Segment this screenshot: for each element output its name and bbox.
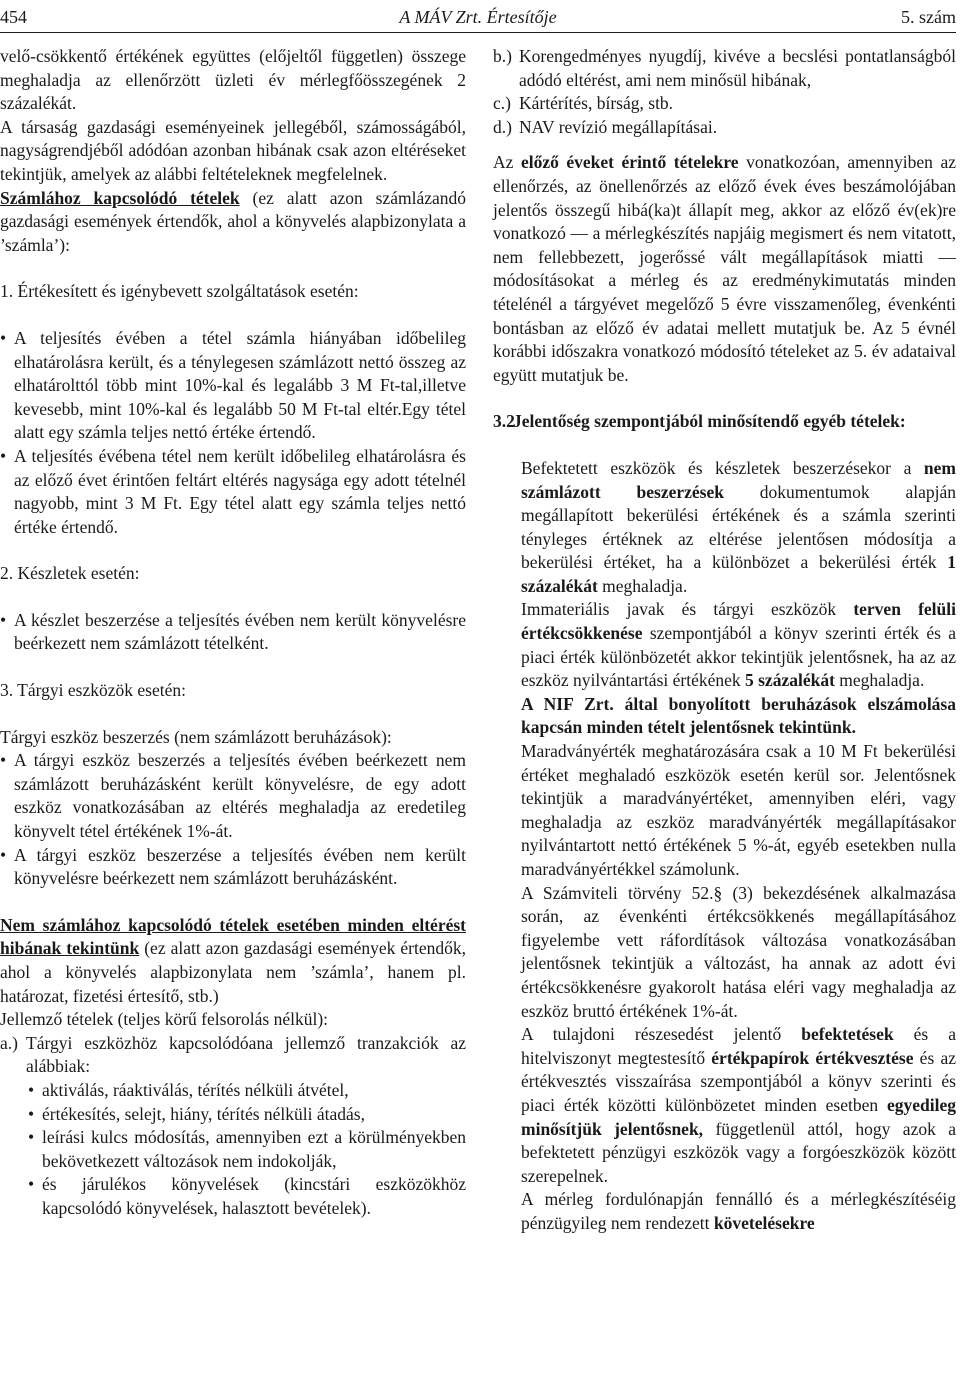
bold-phrase: terven felüli értékcsökkenése: [521, 599, 956, 644]
bold-phrase: előző éveket érintő tételekre: [520, 152, 739, 173]
list-item: [493, 92, 956, 116]
bold-phrase: értékpapírok értékvesztése: [711, 1047, 914, 1068]
paragraph-text: (ez alatt azon gazdasági események értendők, ahol a könyvelés alapbizonylata nem ’számla’, hanem pl. határozat, fizetési értesítő, stb.): [0, 938, 466, 1006]
section-number: 3.2: [493, 411, 515, 432]
list-item-text: A teljesítés évébena tétel nem került időbelileg elhatárolásra és az előző évet érintően feltárt eltérés nagysága egy adott tételnél nagyobb, mint 3 M Ft. Egy tétel alatt egy számla teljes nettó értéke értendő.: [14, 445, 466, 537]
paragraph: [493, 151, 956, 387]
paragraph-text: Az: [493, 152, 521, 173]
list-item-text: A teljesítés évében a tétel számla hiányában időbelileg elhatárolásra került, és a ténylegesen számlázott nettó összeg az elhatárolttól több mint 10%-kal és legalább 3 M Ft-tal,illetve kevesebb, mint 10%-kal és legalább 50 M Ft-tal eltér.Egy tétel alatt egy számla teljes nettó értéke értendő.: [14, 327, 466, 443]
numbered-heading: 3. Tárgyi eszközök esetén:: [0, 680, 186, 701]
list-item-text: leírási kulcs módosítás, amennyiben ezt a körülményekben bekövetkezett változások nem indokolják,: [42, 1127, 466, 1171]
numbered-heading: 1. Értékesített és igénybevett szolgáltatások esetén:: [0, 281, 359, 302]
page-number: 454: [0, 7, 27, 27]
section-heading: [493, 410, 956, 434]
list-item: [0, 1079, 466, 1103]
list-item-text: A tárgyi eszköz beszerzés a teljesítés évében beérkezett nem számlázott beruházásként került könyvelésre, de egy adott eszköz vonatkozásában az eltérés meghaladja az eredetileg könyvelt tétel értékének 1%-át.: [14, 750, 466, 842]
list-item: [0, 844, 466, 891]
paragraph: [493, 693, 956, 740]
paragraph-text: (ez alatt azon számlázandó gazdasági események értendők, ahol a könyvelés alapbizonylata a ’számla’):: [0, 187, 466, 255]
bold-phrase: nem számlázott beszerzések: [521, 457, 956, 502]
paragraph-text: Befektetett eszközök és készletek beszerzésekor a: [521, 457, 924, 478]
paragraph-text: A mérleg fordulónapján fennálló és a mérlegkészítéséig pénzügyileg nem rendezett: [521, 1189, 956, 1233]
paragraph: [0, 914, 466, 1008]
paragraph: Jellemző tételek (teljes körű felsorolás nélkül):: [0, 1009, 329, 1030]
list-label: d.): [493, 116, 512, 137]
list-item-text: értékesítés, selejt, hiány, térítés nélküli átadás,: [42, 1103, 365, 1124]
header-rule: [0, 32, 956, 33]
list-item-text: NAV revízió megállapításai.: [519, 116, 718, 137]
bold-heading: Számlához kapcsolódó tételek: [0, 187, 240, 208]
list-item-text: A készlet beszerzése a teljesítés évében nem került könyvelésre beérkezett nem számlázott tételként.: [14, 609, 466, 654]
paragraph: A társaság gazdasági eseményeinek jellegéből, számosságából, nagyságrendjéből adódóan azonban hibának csak azon eltéréseket tekintjük, amelyek az alábbi feltételeknek megfelelnek.: [0, 116, 466, 184]
list-item: [0, 749, 466, 843]
list-label: b.): [493, 46, 512, 66]
bullet-icon: •: [28, 1174, 35, 1195]
bullet-icon: •: [28, 1127, 35, 1148]
paragraph: Maradványérték meghatározására csak a 10 M Ft bekerülési értéket meghaladó eszközök esetén kerül sor. Jelentősnek tekintjük a maradványértéket, amennyiben eléri, vagy meghaladja az eszköz maradványérték megállapításakor nyilvántartott nettó értékének 5 %-át, egyéb esetekben nulla maradványértékkel számolunk.: [521, 741, 956, 879]
list-label: a.): [0, 1032, 18, 1053]
paragraph: velő-csökkentő értékének együttes (előjeltől független) összege meghaladja az ellenőrzött üzleti év mérlegfőösszegének 2 százalékát.: [0, 46, 466, 114]
list-item-text: Korengedményes nyugdíj, kivéve a becslési pontatlanságból adódó eltérést, ami nem minősül hibának,: [519, 46, 956, 90]
paragraph: [0, 187, 466, 258]
paragraph: Tárgyi eszköz beszerzés (nem számlázott beruházások):: [0, 726, 392, 747]
paragraph-text: dokumentumok alapján megállapított bekerülési értékének és a számla szerinti tényleges értéknek az eltérése jelentősen módosítja a bekerülési értéket, ha a különbözet a bekerülési érték: [521, 481, 956, 573]
list-item: [0, 1032, 466, 1079]
section-title: Jelentőség szempontjából minősítendő egyéb tételek:: [513, 411, 906, 432]
numbered-heading: 2. Készletek esetén:: [0, 563, 140, 584]
list-item: [0, 1173, 466, 1220]
list-item: [0, 1126, 466, 1173]
bold-heading: Nem számlához kapcsolódó tételek esetében minden eltérést hibának tekintünk: [0, 914, 466, 959]
list-item-text: és járulékos könyvelések (kincstári eszközökhöz kapcsolódó könyvelések, halasztott bevételek).: [42, 1174, 466, 1218]
issue-number: 5. szám: [901, 7, 956, 27]
list-item-text: A tárgyi eszköz beszerzése a teljesítés évében nem került könyvelésre beérkezett nem számlázott beruházásként.: [14, 844, 466, 889]
bullet-icon: •: [28, 1079, 35, 1100]
bold-phrase: követelésekre: [713, 1212, 815, 1233]
paragraph: A Számviteli törvény 52.§ (3) bekezdésének alkalmazása során, az évenkénti értékcsökkenés megállapításához figyelembe vett ráfordítások változása vonatkozásában jelentősnek tekintjük a változást, ha annak az adott évi értékcsökkenésre gyakorolt hatása eléri vagy meghaladja az eszköz bruttó értékének 1%-át.: [521, 882, 956, 1021]
paragraph-text: A tulajdoni részesedést jelentő: [521, 1024, 802, 1045]
left-column: [0, 45, 466, 1221]
list-label: c.): [493, 93, 511, 114]
paragraph-text: meghaladja.: [597, 575, 688, 596]
bullet-icon: •: [0, 844, 7, 865]
running-header: [0, 6, 956, 30]
paragraph-text: és a hitelviszonyt megtestesítő: [521, 1024, 956, 1068]
paragraph: [493, 1188, 956, 1235]
bold-phrase: egyedileg minősítjük jelentősnek,: [521, 1094, 956, 1139]
list-item: [0, 445, 466, 539]
paragraph-text: Immateriális javak és tárgyi eszközök: [521, 599, 854, 620]
bullet-icon: •: [0, 327, 7, 348]
paragraph: [493, 598, 956, 692]
list-item-text: aktiválás, ráaktiválás, térítés nélküli átvétel,: [42, 1079, 349, 1100]
bullet-icon: •: [0, 445, 7, 466]
bold-phrase: befektetések: [801, 1024, 894, 1045]
right-column: [493, 45, 956, 1236]
list-item: [0, 1103, 466, 1127]
bold-phrase: 5 százalékát: [745, 670, 835, 691]
list-item: [0, 327, 466, 445]
paragraph-text: szempontjából a könyv szerinti érték és a piaci érték különbözetét akkor tekintjük jelentősnek, ha az az eszköz nyilvántartási értékének: [521, 623, 956, 691]
paragraph: [493, 457, 956, 599]
list-item: [493, 116, 956, 140]
paragraph-text: függetlenül attól, hogy azok a befektetett pénzügyi eszközök vagy a forgóeszközök között szerepelnek.: [521, 1118, 956, 1186]
journal-title: A MÁV Zrt. Értesítője: [399, 7, 557, 27]
paragraph-text: és az értékvesztés visszaírása szempontjából a könyv szerinti és piaci érték közötti különbözetet minden esetben: [521, 1047, 956, 1115]
bullet-icon: •: [28, 1103, 35, 1124]
bullet-icon: •: [0, 750, 7, 771]
list-item: [0, 609, 466, 656]
bullet-icon: •: [0, 609, 7, 630]
bold-phrase: A NIF Zrt. által bonyolított beruházások elszámolása kapcsán minden tételt jelentősnek tekintünk.: [521, 693, 956, 738]
paragraph-text: meghaladja.: [834, 670, 925, 691]
list-item-text: Tárgyi eszközhöz kapcsolódóana jellemző tranzakciók az alábbiak:: [26, 1032, 466, 1077]
bold-phrase: 1 százalékát: [521, 552, 956, 596]
list-item-text: Kártérítés, bírság, stb.: [519, 93, 674, 114]
list-item: [493, 45, 956, 92]
paragraph-text: vonatkozóan, amennyiben az ellenőrzés, az önellenőrzés az előző évek éves beszámolójában jelentős összegű hibá(ka)t állapít meg, akkor az előző év(ek)re vonatkozó — a mérlegkészítés napjáig megismert és nem vitatott, nem fellebbezett, jogerőssé vált megállapítások miatti — módosításokat a mérleg és az eredménykimutatás minden tételénél a tárgyévet megelőző 5 évre visszamenőleg, évenkénti bontásban az előző év adatai mellett mutatjuk be. Az 5 évnél korábbi időszakra vonatkozó módosító tételeket az 5. év adataival együtt mutatjuk be.: [493, 152, 956, 385]
paragraph: [493, 1023, 956, 1188]
